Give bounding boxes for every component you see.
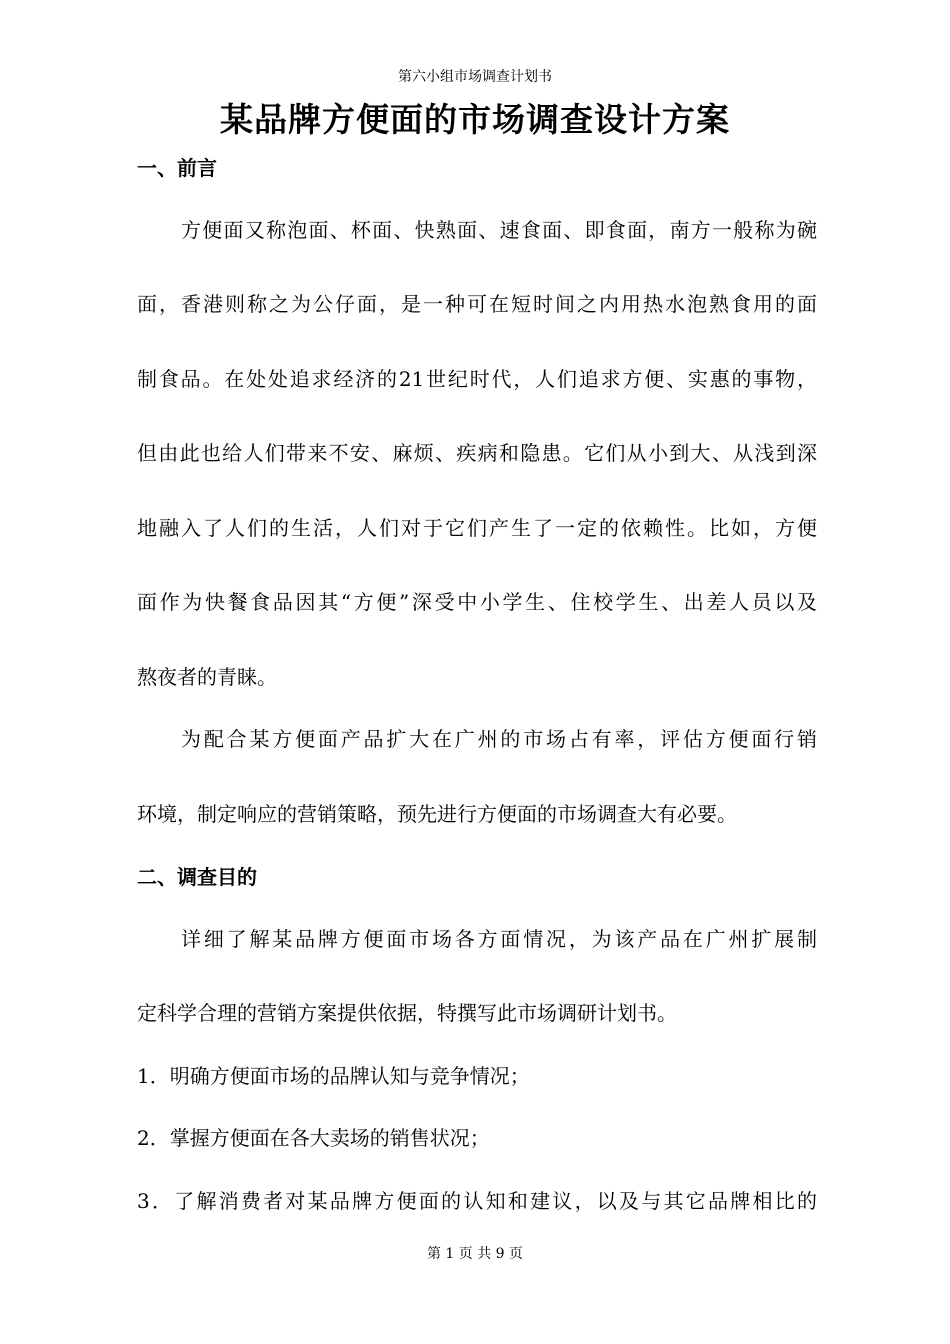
paragraph-line: 但由此也给人们带来不安、麻烦、疾病和隐患。它们从小到大、从浅到深 [137,441,817,465]
paragraph-line: 环境，制定响应的营销策略，预先进行方便面的市场调查大有必要。 [137,802,737,826]
list-item: 2．掌握方便面在各大卖场的销售状况； [137,1126,490,1150]
list-item: 1．明确方便面市场的品牌认知与竞争情况； [137,1064,530,1088]
paragraph-line: 地融入了人们的生活，人们对于它们产生了一定的依赖性。比如，方便 [137,516,817,540]
section-heading-purpose: 二、调查目的 [137,865,257,889]
section-heading-preface: 一、前言 [137,156,217,180]
list-item: 3．了解消费者对某品牌方便面的认知和建议，以及与其它品牌相比的 [137,1189,817,1213]
page-header: 第六小组市场调查计划书 [398,69,552,85]
paragraph-line: 详细了解某品牌方便面市场各方面情况，为该产品在广州扩展制 [181,927,817,951]
paragraph-line: 面作为快餐食品因其“方便”深受中小学生、住校学生、出差人员以及 [137,590,817,614]
paragraph-line: 面，香港则称之为公仔面，是一种可在短时间之内用热水泡熟食用的面 [137,292,817,316]
paragraph-line: 熬夜者的青睐。 [137,665,277,689]
paragraph-line: 制食品。在处处追求经济的21世纪时代，人们追求方便、实惠的事物， [137,367,817,391]
page-footer: 第 1 页 共 9 页 [426,1246,524,1262]
paragraph-line: 方便面又称泡面、杯面、快熟面、速食面、即食面，南方一般称为碗 [181,218,817,242]
paragraph-line: 定科学合理的营销方案提供依据，特撰写此市场调研计划书。 [137,1001,677,1025]
paragraph-line: 为配合某方便面产品扩大在广州的市场占有率，评估方便面行销 [181,727,817,751]
document-title: 某品牌方便面的市场调查设计方案 [220,100,730,139]
